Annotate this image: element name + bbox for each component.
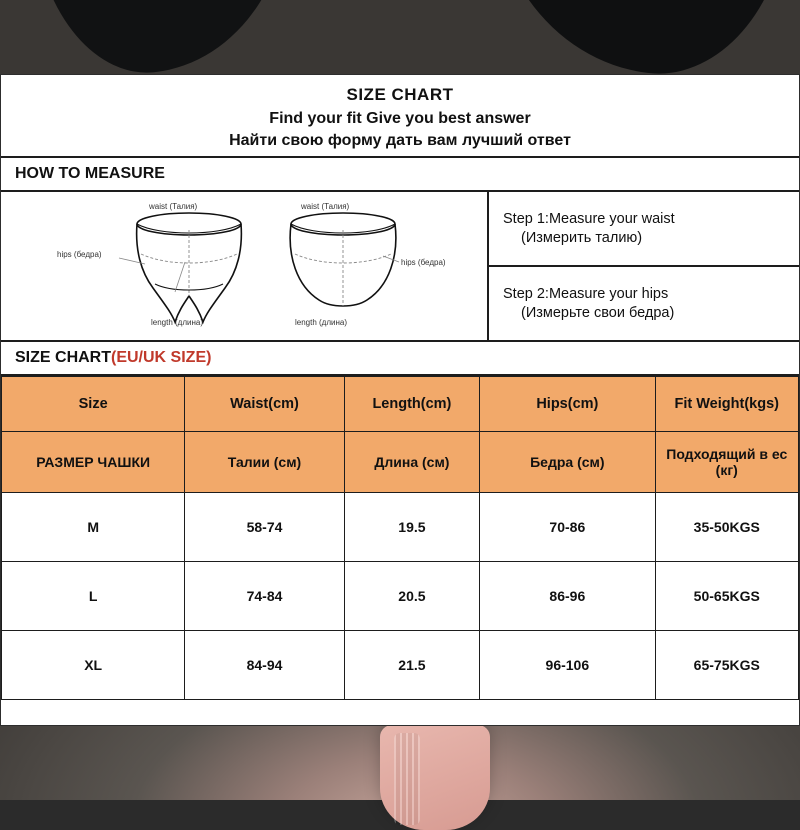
header-hips-ru: Бедра (см) bbox=[480, 432, 655, 493]
cell-hips: 70-86 bbox=[480, 493, 655, 562]
step-1-line-1: Step 1:Measure your waist bbox=[503, 211, 675, 227]
table-row bbox=[2, 631, 799, 700]
header-weight-ru: Подходящий в ес (кг) bbox=[655, 432, 799, 493]
measure-figures bbox=[1, 192, 489, 340]
cell-length: 19.5 bbox=[344, 493, 479, 562]
table-header-row-ru bbox=[2, 432, 799, 493]
header-length-ru: Длина (см) bbox=[344, 432, 479, 493]
how-to-measure-heading: HOW TO MEASURE bbox=[1, 158, 799, 192]
label-length-left: length (длина) bbox=[151, 318, 204, 327]
size-chart-heading-text: SIZE CHART bbox=[15, 349, 111, 366]
brief-front-illustration bbox=[57, 202, 259, 332]
cell-waist: 58-74 bbox=[185, 493, 344, 562]
cell-length: 20.5 bbox=[344, 562, 479, 631]
table-row bbox=[2, 493, 799, 562]
subtitle-english: Find your fit Give you best answer bbox=[269, 110, 531, 127]
page-title: SIZE CHART bbox=[346, 85, 454, 104]
measure-step-1 bbox=[489, 192, 799, 265]
cell-size: L bbox=[2, 562, 185, 631]
title-block bbox=[1, 75, 799, 158]
header-length-en: Length(cm) bbox=[344, 377, 479, 432]
table-row bbox=[2, 562, 799, 631]
subtitle-russian: Найти свою форму дать вам лучший ответ bbox=[229, 132, 571, 149]
how-to-measure-row bbox=[1, 192, 799, 342]
header-size-ru: РАЗМЕР ЧАШКИ bbox=[2, 432, 185, 493]
cell-size: M bbox=[2, 493, 185, 562]
measure-steps bbox=[489, 192, 799, 340]
step-2-line-1: Step 2:Measure your hips bbox=[503, 286, 669, 302]
header-waist-ru: Талии (см) bbox=[185, 432, 344, 493]
size-table bbox=[1, 376, 799, 700]
size-chart-heading bbox=[1, 342, 799, 376]
table-header-row-en bbox=[2, 377, 799, 432]
size-chart-heading-accent: (EU/UK SIZE) bbox=[111, 349, 212, 366]
header-weight-en: Fit Weight(kgs) bbox=[655, 377, 799, 432]
label-hips-left: hips (бедра) bbox=[57, 250, 102, 259]
label-waist-right: waist (Талия) bbox=[301, 202, 350, 211]
label-waist-left: waist (Талия) bbox=[149, 202, 198, 211]
brief-back-illustration bbox=[273, 202, 446, 332]
cell-weight: 65-75KGS bbox=[655, 631, 799, 700]
step-2-line-2: (Измерьте свои бедра) bbox=[521, 305, 675, 321]
cell-weight: 50-65KGS bbox=[655, 562, 799, 631]
label-length-right: length (длина) bbox=[295, 318, 348, 327]
cell-waist: 74-84 bbox=[185, 562, 344, 631]
measure-step-2 bbox=[489, 265, 799, 340]
step-1-line-2: (Измерить талию) bbox=[521, 230, 643, 246]
cell-hips: 86-96 bbox=[480, 562, 655, 631]
label-hips-right: hips (бедра) bbox=[401, 258, 446, 267]
header-size-en: Size bbox=[2, 377, 185, 432]
header-waist-en: Waist(cm) bbox=[185, 377, 344, 432]
cell-weight: 35-50KGS bbox=[655, 493, 799, 562]
background-garment-top-left bbox=[31, 0, 309, 83]
cell-length: 21.5 bbox=[344, 631, 479, 700]
cell-hips: 96-106 bbox=[480, 631, 655, 700]
cell-waist: 84-94 bbox=[185, 631, 344, 700]
cell-size: XL bbox=[2, 631, 185, 700]
header-hips-en: Hips(cm) bbox=[480, 377, 655, 432]
background-garment-bottom bbox=[380, 725, 490, 830]
size-chart-sheet bbox=[0, 74, 800, 726]
